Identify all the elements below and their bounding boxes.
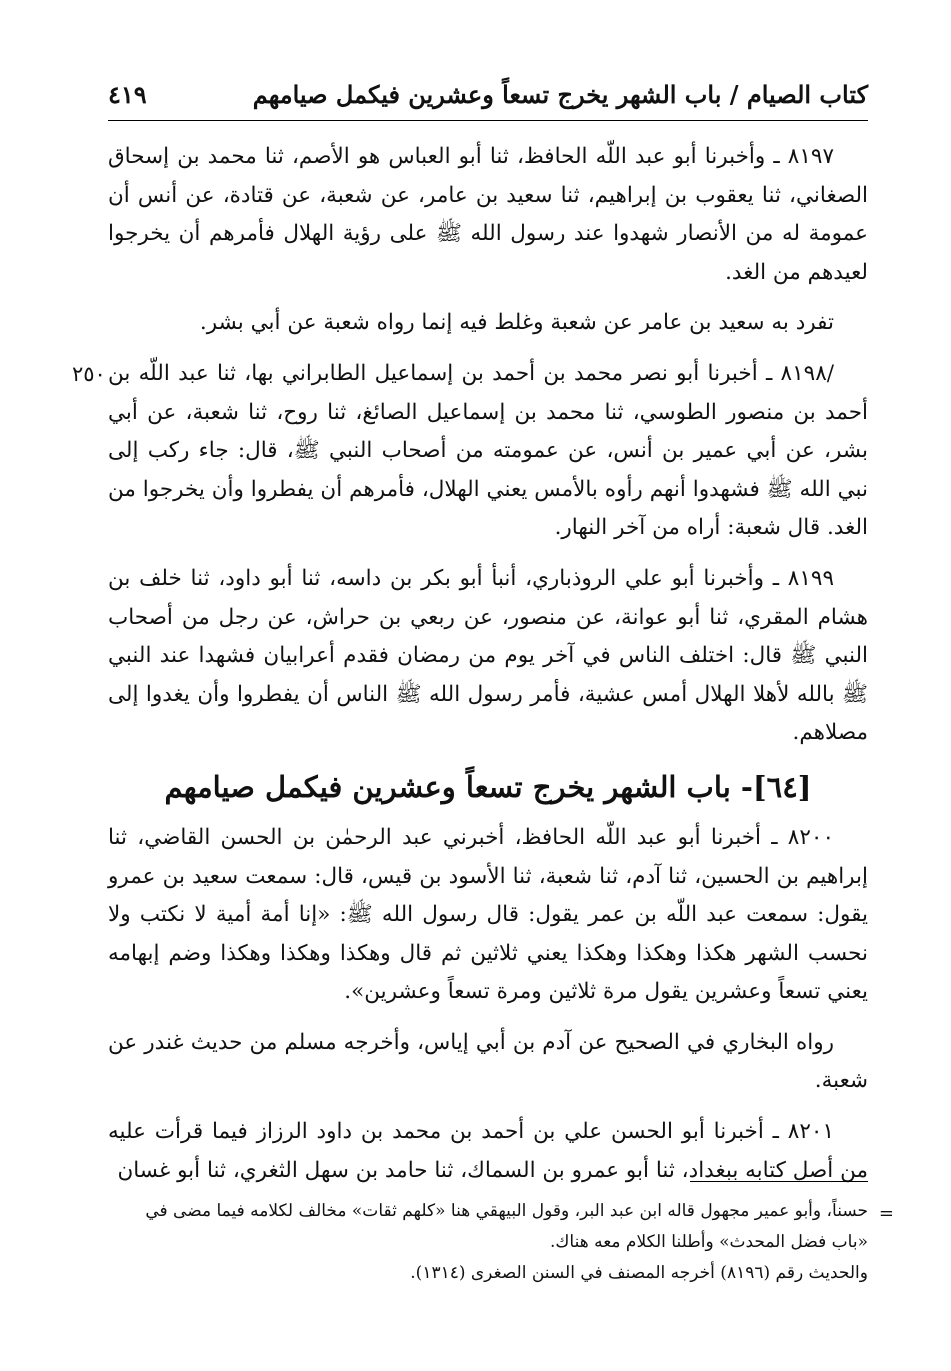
manuscript-page-marker: ٢٥٠ [72, 361, 106, 386]
chapter-heading: [٦٤]- باب الشهر يخرج تسعاً وعشرين فيكمل صيامهم [164, 769, 812, 804]
footnote-continuation [108, 1196, 894, 1258]
commentary-bukhari: رواه البخاري في الصحيح عن آدم بن أبي إياس، وأخرجه مسلم من حديث غندر عن شعبة. [108, 1029, 868, 1094]
hadith-8200: ٨٢٠٠ ـ أخبرنا أبو عبد اللّه الحافظ، أخبرني عبد الرحمٰن بن الحسن القاضي، ثنا إبراهيم بن الحسين، ثنا آدم، ثنا شعبة، ثنا الأسود بن قيس، قال: سمعت سعيد بن عمرو يقول: سمعت عبد اللّه بن عمر يقول: قال رسول الله ﷺ: «إنا أمة أمية لا نكتب ولا نحسب الشهر هكذا وهكذا وهكذا يعني ثلاثين ثم قال وهكذا وهكذا وهكذا وضم إبهامه يعني تسعاً وعشرين يقول مرة ثلاثين ومرة تسعاً وعشرين». [108, 824, 868, 1005]
running-title: كتاب الصيام / باب الشهر يخرج تسعاً وعشرين فيكمل صيامهم [245, 80, 868, 109]
footnote-continuation-marker: = [878, 1203, 894, 1224]
footnote-line-1: حسناً، وأبو عمير مجهول قاله ابن عبد البر، وقول البيهقي هنا «كلهم ثقات» مخالف لكلامه فيما مضى في «باب فضل المحدث» وأطلنا الكلام معه هناك. [145, 1201, 868, 1252]
page-number: ٤١٩ [108, 80, 155, 109]
hadith-8199: ٨١٩٩ ـ وأخبرنا أبو علي الروذباري، أنبأ أبو بكر بن داسه، ثنا أبو داود، ثنا خلف بن هشام المقري، ثنا أبو عوانة، عن منصور، عن ربعي بن حراش، عن رجل من أصحاب النبي ﷺ قال: اختلف الناس في آخر يوم من رمضان فقدم أعرابيان فشهدا عند النبي ﷺ بالله لأهلا الهلال أمس عشية، فأمر رسول الله ﷺ الناس أن يفطروا وأن يغدوا إلى مصلاهم. [108, 565, 868, 746]
footnotes [108, 1196, 894, 1289]
commentary-tafarrud: تفرد به سعيد بن عامر عن شعبة وغلط فيه إنما رواه شعبة عن أبي بشر. [199, 310, 834, 336]
running-header [108, 80, 868, 121]
footnote-line-2: والحديث رقم (٨١٩٦) أخرجه المصنف في السنن الصغرى (١٣١٤). [410, 1263, 868, 1283]
hadith-8198 [72, 355, 868, 548]
hadith-8198-text: /٨١٩٨ ـ أخبرنا أبو نصر محمد بن أحمد بن إسماعيل الطابراني بها، ثنا عبد اللّه بن أحمد بن منصور الطوسي، ثنا محمد بن إسماعيل الصائغ، ثنا روح، ثنا شعبة، عن أبي بشر، عن أبي عمير بن أنس، عن عمومته من أصحاب النبي ﷺ، قال: جاء ركب إلى نبي الله ﷺ فشهدوا أنهم رأوه بالأمس يعني الهلال، فأمرهم أن يفطروا وأن يخرجوا من الغد. قال شعبة: أراه من آخر النهار. [108, 360, 868, 541]
hadith-8201: ٨٢٠١ ـ أخبرنا أبو الحسن علي بن أحمد بن محمد بن داود الرزاز فيما قرأت عليه من أصل كتابه ببغداد، ثنا أبو عمرو بن السماك، ثنا حامد بن سهل الثغري، ثنا أبو غسان [108, 1119, 868, 1183]
main-text [72, 138, 868, 1202]
footnote-separator [690, 1181, 868, 1182]
hadith-8197: ٨١٩٧ ـ وأخبرنا أبو عبد اللّه الحافظ، ثنا أبو العباس هو الأصم، ثنا محمد بن إسحاق الصغاني، ثنا يعقوب بن إبراهيم، ثنا سعيد بن عامر، عن شعبة، عن قتادة، عن أنس أن عمومة له من الأنصار شهدوا عند رسول الله ﷺ على رؤية الهلال فأمرهم أن يخرجوا لعيدهم من الغد. [108, 144, 868, 285]
